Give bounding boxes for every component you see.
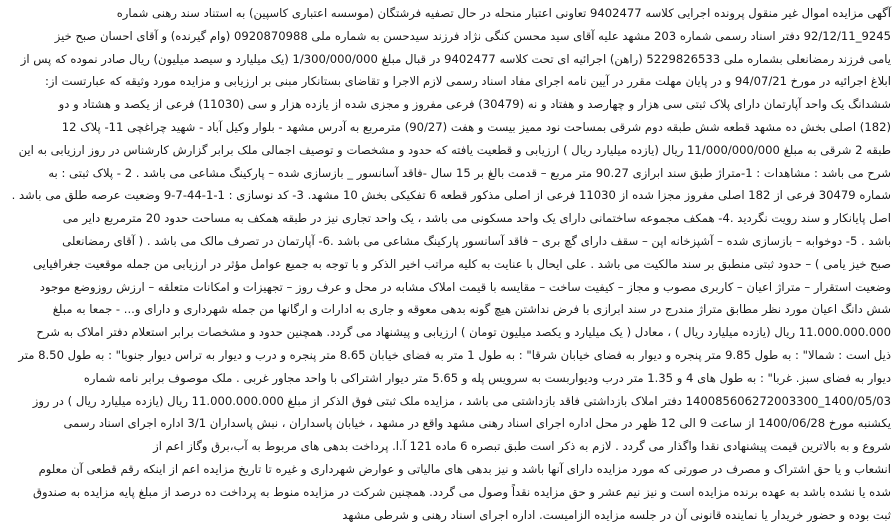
notice-line: 9245_92/12/11 دفتر اسناد رسمی شماره 203 مشهد علیه آقای سید محسن کنگی نژاد فرزند سیدحسن به شماره ملی 0920870988 (وام گیرنده) و آقای احسان صبح خیز [54,28,891,43]
notice-line: 1400/05/03_140085606272003300 دفتر املاک بازداشتی فاقد بازداشتی می باشد ، مزایده ملک ثبتی فوق الذکر از مبلغ 11.000.000.000 ریال (یازده میلیارد ریال ) در روز [32,393,891,408]
notice-line: آگهی مزایده اموال غیر منقول پرونده اجرایی کلاسه 9402477 تعاونی اعتبار منحله در حال تصفیه فرشتگان (موسسه اعتباری کاسپین) به استناد سند رهنی شماره [116,6,891,20]
notice-line: باشد . 5- دوخوابه – بازسازی شده – آشپزخانه اپن – سقف دارای گچ بری – فاقد آسانسور پارکینگ مشاعی می باشد .6- آپارتمان در تصرف مالک می باشد . ( آقای رمضانعلی [62,233,891,248]
notice-line: ششدانگ یک واحد آپارتمان دارای پلاک ثبتی سی هزار و چهارصد و هفتاد و نه (30479) فرعی مفروز و مجزی شده از یازده هزار و سی (11030) فرعی از یکصد و هشتاد و دو [58,97,891,112]
notice-line: شش دانگ اعیان مورد نظر مطابق متراژ مندرج در سند ابرازی با فرض نداشتن هیچ گونه بدهی معوقه و جاری به ادارات و ارگانها من جمله شهرداری و دارای و... - جمعا به مبلغ [52,302,891,317]
notice-line: یامی فرزند رمضانعلی بشماره ملی 5229826533 (راهن) اجرائیه ای تحت کلاسه 9402477 در قبال مبلغ 1/300/000/000 (یک میلیارد و سیصد میلیون) ریال صادر نموده که پس از [20,51,891,66]
notice-line: صبح خیز یامی ) – حدود ثبتی منطبق بر سند مالکیت می باشد . علی ایحال با عنایت به کلیه مراتب اخیر الذکر و با توجه به جمیع عوامل مؤثر در ارزیابی من جمله موقعیت جغرافیایی [32,256,891,271]
notice-line: وضعیت استقرار – متراژ اعیان – کاربری مصوب و مجاز – کیفیت ساخت – مقایسه با قیمت املاک مشابه در محل و عرف روز – تجهیزات و امکانات متعلقه – ارزش روزوضع موجود [39,279,891,294]
notice-line: ذیل است : شمالا" : به طول 9.85 متر پنجره و دیوار به فضای خیابان شرقا" : به طول 1 متر به فضای خیابان 8.65 متر پنجره و درب و دیوار به تراس دیوار جنوبا" : به طول 8.50 متر [18,347,891,362]
notice-line: یکشنبه مورخ 1400/06/28 از ساعت 9 الی 12 ظهر در محل اداره اجرای اسناد رهنی مشهد واقع در مشهد ، خیابان پاسداران ، نبش پاسداران 3/1 اداره اجرای اسناد رسمی [63,416,891,431]
notice-line: شرح می باشد : مشاهدات : 1-متراژ طبق سند ابرازی 90.27 متر مربع – قدمت بالغ بر 15 سال -فاقد آسانسور _ بازسازی شده – پارکینگ مشاعی می باشد . 2 - پلاک ثبتی : به [48,165,891,180]
notice-line: دیوار به فضای سبز. غربا" : به طول های 4 و 1.35 متر درب ودیواربست به سرویس پله و 5.65 متر دیوار اشتراکی با واحد مجاور غربی . ملک موصوف برابر نامه شماره [83,370,891,385]
notice-line: انشعاب و یا حق اشتراک و مصرف در صورتی که مورد مزایده دارای آنها باشد و نیز بدهی های مالیاتی و عوارض شهرداری و غیره تا تاریخ مزایده اعم از اینکه رقم قطعی آن معلوم [38,461,891,476]
notice-line: ابلاغ اجرائیه در مورخ 94/07/21 و در پایان مهلت مقرر در آیین نامه اجرای مفاد اسناد رسمی لازم الاجرا و تقاضای بستانکار مبنی بر ارزیابی و مزایده مورد وثیقه که عبارتست از: [45,74,891,89]
notice-line: 11.000.000.000 ریال (یازده میلیارد ریال ) ، معادل ( یک میلیارد و یکصد میلیون تومان ) ارزیابی و پیشنهاد می گردد. همچنین حدود و مشخصات برابر استعلام دفتر املاک به شرح [36,325,891,340]
notice-line: شروع و به بالاترین قیمت پیشنهادی نقدا واگذار می گردد . لازم به ذکر است طبق تبصره 6 ماده 121 آ.ا. پرداخت بدهی های مربوط به آب،برق وگاز اعم از [153,439,891,454]
notice-line: (182) اصلی بخش ده مشهد قطعه شش طبقه دوم شرقی بمساحت نود ممیز بیست و هفت (90/27) مترمربع به آدرس مشهد - بلوار وکیل آباد - شهید چراغچی 11- پلاک 12 [61,119,891,134]
notice-line: طبقه 2 شرقی به مبلغ 11/000/000/000 ریال (یازده میلیارد ریال ) ارزیابی و قطعیت یافته که حدود و مشخصات و توصیف اجمالی ملک برابر گزارش کارشناس در روز ارزیابی به این [18,142,891,157]
notice-line: شده یا نشده باشد به عهده برنده مزایده است و نیز نیم عشر و حق مزایده نقداً وصول می گردد. همچنین شرکت در مزایده منوط به پرداخت ده درصد از مبلغ پایه مزایده به صندوق [32,484,891,499]
notice-line: ثبت بوده و حضور خریدار یا نماینده قانونی آن در جلسه مزایده الزامیست. اداره اجرای اسناد رهنی و شرطی مشهد [342,507,891,522]
notice-line: شماره 30479 فرعی از 182 اصلی مفروز مجزا شده از 11030 فرعی از اصلی مذکور قطعه 6 تفکیکی بخش 10 مشهد. 3- کد نوسازی : 1-1-44-7-9 وضعیت عرصه طلق می باشد . [11,188,891,203]
notice-line: اصل پایانکار و سند رویت نگردید .4- همکف مجموعه ساختمانی دارای یک واحد مسکونی می باشد ، یک واحد تجاری نیز در طبقه همکف به مساحت حدود 20 مترمربع دایر می [62,211,891,226]
